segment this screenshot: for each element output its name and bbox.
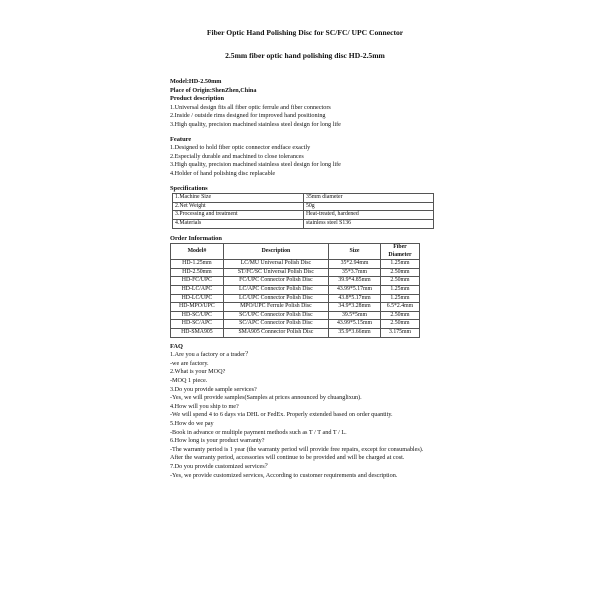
table-cell: 1.25mm [381, 294, 420, 303]
faq-line: 1.Are you a factory or a trader？ [170, 351, 252, 359]
document-title: Fiber Optic Hand Polishing Disc for SC/FC/ UPC Connector [206, 28, 404, 37]
table-cell: ST/FC/SC Universal Polish Disc [223, 268, 328, 277]
faq-line: 2.What is your MOQ? [170, 368, 226, 376]
table-cell: 2.50mm [381, 268, 420, 277]
table-row [171, 303, 420, 312]
table-cell: 4.Materials [173, 219, 304, 228]
table-cell: HD-LC/UPC [171, 294, 224, 303]
faq-line: -The warranty period is 1 year (the warranty period will provide free repairs, except for consumables). After the warranty period, accessories will continue to be provided and will be charged at cost. [170, 445, 424, 462]
order-information-table [170, 243, 420, 338]
table-cell: 2.50mm [381, 277, 420, 286]
faq-line: 3.Do you provide sample services? [170, 385, 257, 393]
table-cell: 3.175mm [381, 329, 420, 338]
faq-line: -We will spend 4 to 6 days via DHL or FedEx. Properly extended based on order quantity. [170, 411, 393, 419]
table-cell: HD-SMA905 [171, 329, 224, 338]
faq-line: -Yes, we provide customized services, According to customer requirements and description. [170, 471, 398, 479]
table-cell: 35*3.7mm [329, 268, 381, 277]
table-cell: HD-FC/UPC [171, 277, 224, 286]
table-cell: HD-MPO/UPC [171, 303, 224, 312]
table-cell: 2.Net Weight [173, 202, 304, 211]
specifications-heading: Specifications [170, 184, 208, 192]
faq-line: -Yes, we will provide samples(Samples at prices announced by chuanglixun). [170, 394, 362, 402]
table-row [171, 260, 420, 269]
list-item: 3.High quality, precision machined stainless steel design for long life [170, 120, 341, 128]
table-cell: LC/APC Connector Polish Disc [223, 286, 328, 295]
feature-heading: Feature [170, 135, 192, 143]
order-information-heading: Order Information [170, 234, 222, 242]
table-cell: 3.Processing and treatment [173, 211, 304, 220]
product-description-list [170, 104, 440, 130]
faq-line: 5.How do we pay [170, 419, 214, 427]
table-cell: LC/UPC Connector Polish Disc [223, 294, 328, 303]
faq-line: -Book in advance or multiple payment methods such as T / T and T / L. [170, 428, 347, 436]
list-item: 2.Especially durable and machined to close tolerances [170, 152, 304, 160]
feature-list [170, 144, 440, 178]
table-cell: 6.5*2.4mm [381, 303, 420, 312]
table-cell: Heat-treated, hardened [304, 211, 434, 220]
table-row [173, 219, 434, 228]
document-subtitle: 2.5mm fiber optic hand polishing disc HD-2.5mm [225, 51, 385, 60]
document-page [170, 28, 440, 480]
column-header-fiber-diameter: Fiber Diameter [381, 244, 420, 260]
table-cell: HD-2.50mm [171, 268, 224, 277]
table-cell: 1.25mm [381, 286, 420, 295]
table-row [171, 268, 420, 277]
table-cell: FC/UPC Connector Polish Disc [223, 277, 328, 286]
table-cell: HD-LC/APC [171, 286, 224, 295]
table-row [171, 311, 420, 320]
table-cell: SMA905 Connector Polish Disc [223, 329, 328, 338]
table-cell: 43.99*5.15mm [329, 320, 381, 329]
model-line: Model:HD-2.50mm [170, 78, 222, 85]
faq-heading: FAQ [170, 342, 184, 350]
table-cell: 2.50mm [381, 320, 420, 329]
column-header-size: Size [329, 244, 381, 260]
table-row [171, 294, 420, 303]
table-row [173, 194, 434, 203]
table-header-row [171, 244, 420, 260]
faq-line: 6.How long is your product warranty? [170, 437, 265, 445]
table-cell: 39.5*5mm [329, 311, 381, 320]
list-item: 1.Universal design fits all fiber optic ferrule and fiber connectors [170, 103, 331, 111]
product-description-heading: Product description [170, 95, 225, 103]
table-cell: SC/UPC Connector Polish Disc [223, 311, 328, 320]
column-header-description: Description [223, 244, 328, 260]
table-row [173, 202, 434, 211]
table-cell: 1.25mm [381, 260, 420, 269]
table-cell: 50g [304, 202, 434, 211]
list-item: 4.Holder of hand polishing disc replacable [170, 169, 276, 177]
table-cell: 35mm diameter [304, 194, 434, 203]
faq-line: -we are factory. [170, 359, 209, 367]
faq-line: -MOQ 1 piece. [170, 377, 208, 384]
table-cell: 43.8*5.17mm [329, 294, 381, 303]
table-cell: 35*2.94mm [329, 260, 381, 269]
table-cell: HD-1.25mm [171, 260, 224, 269]
table-cell: HD-SC/UPC [171, 311, 224, 320]
faq-line: 7.Do you provide customized services？ [170, 462, 271, 470]
table-cell: MPO/UPC Ferrule Polish Disc [223, 303, 328, 312]
table-cell: 39.9*4.85mm [329, 277, 381, 286]
table-cell: 1.Machine Size [173, 194, 304, 203]
list-item: 3.High quality, precision machined stainless steel design for long life [170, 161, 341, 169]
specifications-table [172, 193, 434, 228]
faq-line: 4.How will you ship to me? [170, 402, 239, 410]
table-row [171, 277, 420, 286]
list-item: 2.Inside / outside rims designed for improved hand positioning [170, 112, 326, 120]
table-cell: 34.9*3.28mm [329, 303, 381, 312]
table-cell: stainless steel S136 [304, 219, 434, 228]
table-row [173, 211, 434, 220]
table-cell: LC/MU Universal Polish Disc [223, 260, 328, 269]
table-row [171, 286, 420, 295]
table-cell: HD-SC/APC [171, 320, 224, 329]
faq-section [170, 343, 436, 481]
origin-line: Place of Origin:ShenZhen,China [170, 86, 257, 94]
table-row [171, 329, 420, 338]
table-cell: 35.9*3.66mm [329, 329, 381, 338]
table-cell: 2.50mm [381, 311, 420, 320]
table-cell: SC/APC Connector Polish Disc [223, 320, 328, 329]
table-cell: 43.99*5.17mm [329, 286, 381, 295]
table-row [171, 320, 420, 329]
column-header-model: Model# [171, 244, 224, 260]
list-item: 1.Designed to hold fiber optic connector endface exactly [170, 144, 311, 152]
